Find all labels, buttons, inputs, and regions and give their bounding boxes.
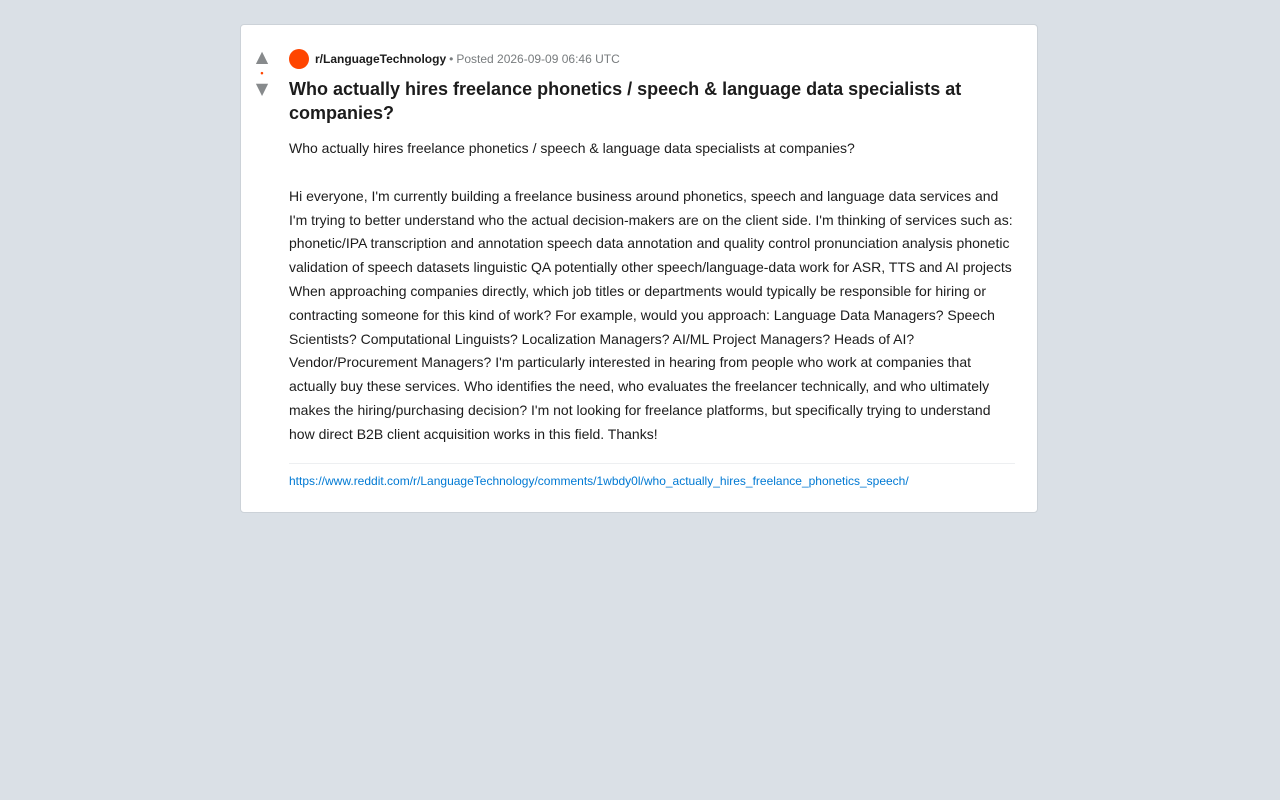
post-content [289, 49, 1015, 489]
post-card [240, 24, 1038, 513]
downvote-arrow-icon[interactable]: ▼ [255, 79, 269, 98]
upvote-arrow-icon[interactable]: ▲ [255, 47, 269, 66]
post-body-paragraph: Hi everyone, I'm currently building a freelance business around phonetics, speech and language data services and I'm trying to better understand who the actual decision-makers are on the client side. I'm thinking of services such as: phonetic/IPA transcription and annotation speech data annotation and quality control pronunciation analysis phonetic validation of speech datasets linguistic QA potentially other speech/language-data work for ASR, TTS and AI projects When approaching companies directly, which job titles or departments would typically be responsible for hiring or contracting someone for this kind of work? For example, would you approach: Language Data Managers? Speech Scientists? Computational Linguists? Localization Managers? AI/ML Project Managers? Heads of AI? Vendor/Procurement Managers? I'm particularly interested in hearing from people who work at companies that actually buy these services. Who identifies the need, who evaluates the freelancer technically, and who ultimately makes the hiring/purchasing decision? I'm not looking for freelance platforms, but specifically trying to understand how direct B2B client acquisition works in this field. Thanks! [289, 187, 1013, 442]
divider [289, 463, 1015, 464]
meta-separator: • [449, 52, 454, 66]
post-permalink[interactable]: https://www.reddit.com/r/LanguageTechnology/comments/1wbdy0l/who_actually_hires_freelance_phonetics_speech/ [289, 473, 909, 488]
subreddit-avatar-icon[interactable] [289, 49, 309, 69]
post-title[interactable]: Who actually hires freelance phonetics / speech & language data specialists at companies? [289, 79, 962, 123]
post-meta [289, 49, 1015, 69]
subreddit-link[interactable]: r/LanguageTechnology [315, 52, 447, 66]
post-body-paragraph: Who actually hires freelance phonetics / speech & language data specialists at companies? [289, 140, 855, 156]
post-timestamp: Posted 2026-09-09 06:46 UTC [456, 52, 620, 66]
post-body [289, 137, 1015, 447]
vote-column [251, 47, 273, 99]
score-indicator: • [260, 68, 264, 78]
